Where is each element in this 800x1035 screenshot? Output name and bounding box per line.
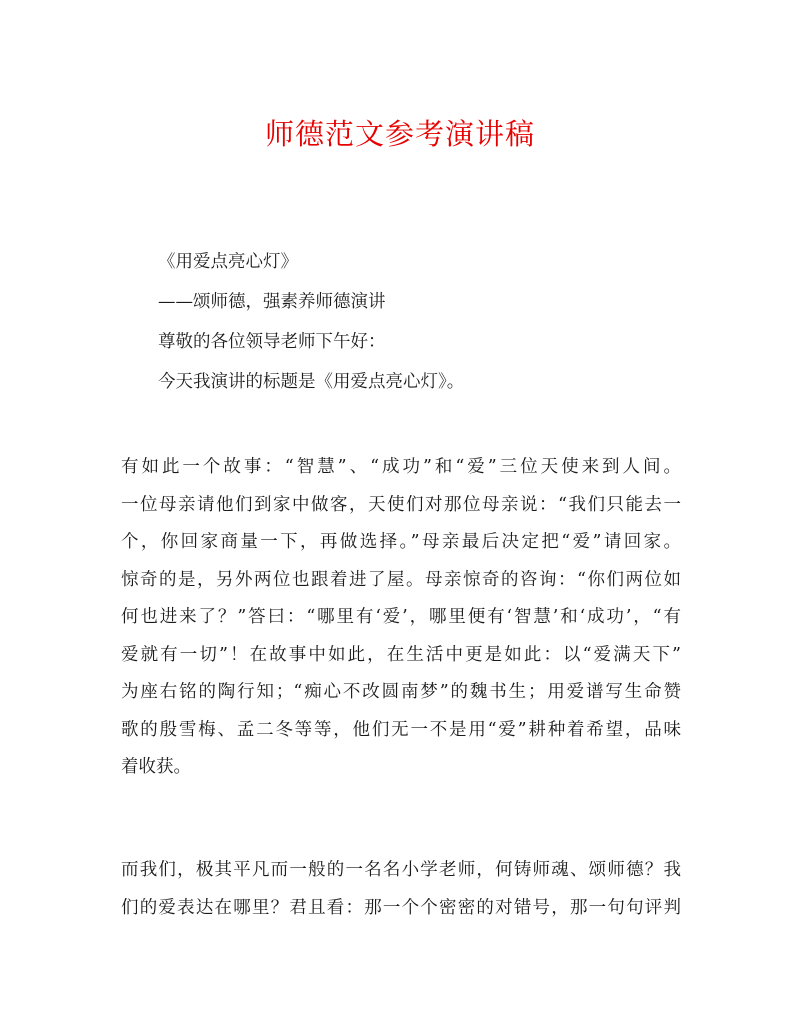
- paragraph-line: 为座右铭的陶行知；“痴心不改圆南梦”的魏书生；用爱谱写生命赞: [121, 682, 681, 702]
- document-title: 师德范文参考演讲稿: [264, 117, 535, 151]
- story-paragraph: [121, 449, 681, 787]
- paragraph-line: 们的爱表达在哪里？君且看：那一个个密密的对错号，那一句句评判: [121, 897, 681, 918]
- paragraph-line: 爱就有一切”！在故事中如此，在生活中更是如此：以“爱满天下”: [121, 644, 681, 665]
- topic-line: 今天我演讲的标题是《用爱点亮心灯》。: [158, 372, 465, 392]
- paragraph-line: 而我们，极其平凡而一般的一名名小学老师，何铸师魂、颂师德？我: [121, 860, 681, 880]
- intro-block: [158, 248, 678, 408]
- speech-title-line: 《用爱点亮心灯》: [158, 252, 298, 272]
- paragraph-line: 个，你回家商量一下，再做选择。”母亲最后决定把“爱”请回家。: [121, 532, 681, 552]
- subtitle-line: ——颂师德，强素养师德演讲: [158, 292, 386, 312]
- paragraph-line: 惊奇的是，另外两位也跟着进了屋。母亲惊奇的咨询：“你们两位如: [121, 569, 681, 590]
- teacher-paragraph: [121, 852, 681, 927]
- paragraph-line: 有如此一个故事：“智慧”、“成功”和“爱”三位天使来到人间。: [121, 457, 681, 477]
- paragraph-line: 歌的殷雪梅、孟二冬等等，他们无一不是用“爱”耕种着希望，品味: [121, 719, 681, 740]
- paragraph-line: 一位母亲请他们到家中做客，天使们对那位母亲说：“我们只能去一: [121, 494, 681, 515]
- greeting-line: 尊敬的各位领导老师下午好：: [158, 332, 386, 352]
- paragraph-line: 何也进来了？”答曰：“哪里有‘爱’，哪里便有‘智慧’和‘成功’，“有: [121, 607, 681, 627]
- paragraph-line: 着收获。: [121, 757, 191, 777]
